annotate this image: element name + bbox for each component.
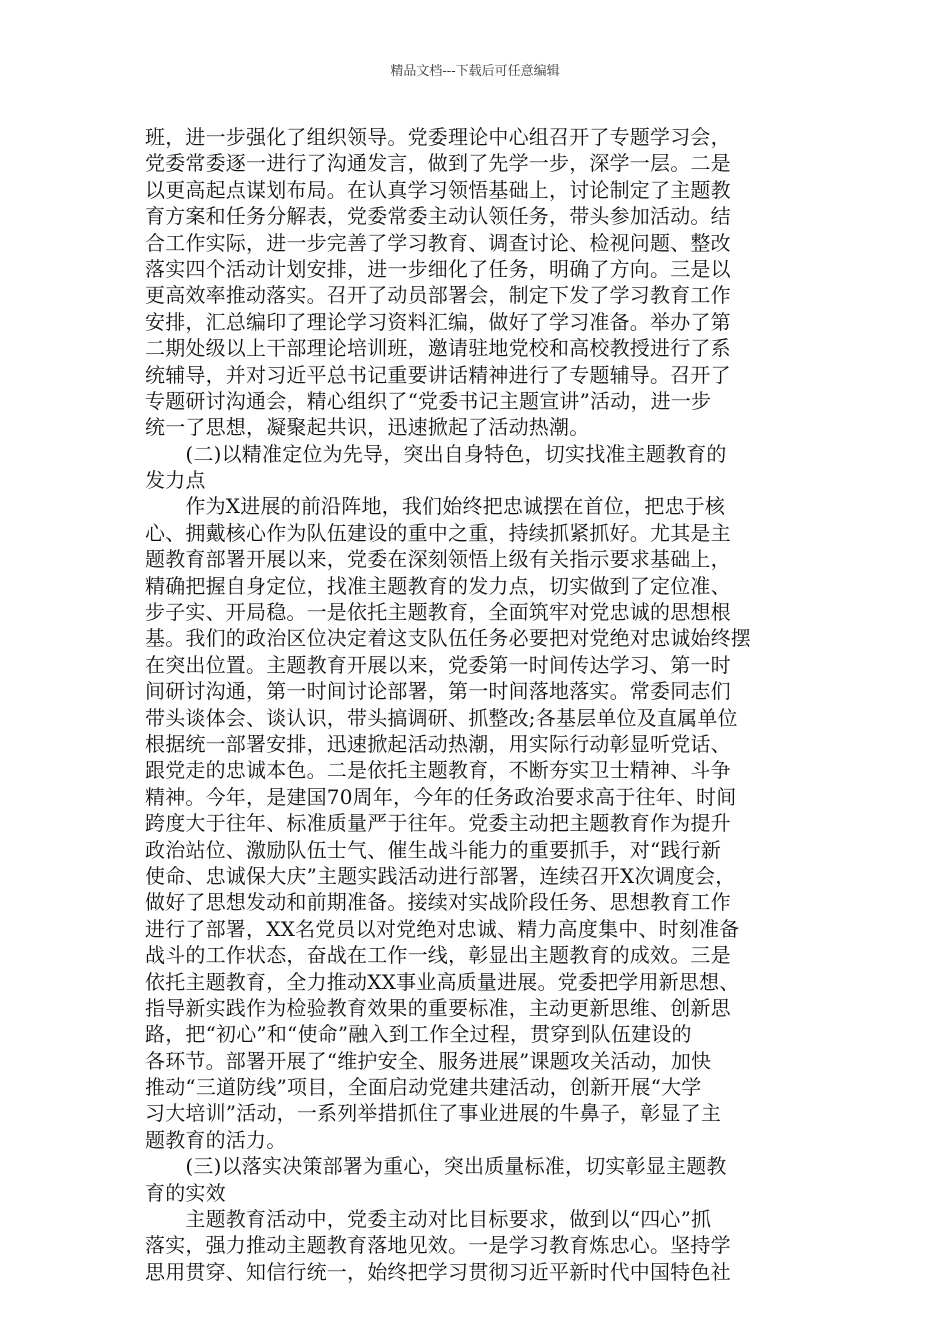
text-line: (二)以精准定位为先导，突出自身特色，切实找准主题教育的 [145, 441, 727, 466]
text-line: 育的实效 [145, 1180, 226, 1205]
text-line: 指导新实践作为检验教育效果的重要标准，主动更新思维、创新思 [145, 995, 731, 1020]
text-line: 主题教育活动中，党委主动对比目标要求，做到以“四心”抓 [145, 1207, 712, 1232]
text-line: 带头谈体会、谈认识，带头搞调研、抓整改;各基层单位及直属单位 [145, 705, 738, 730]
text-line: 统一了思想，凝聚起共识，迅速掀起了活动热潮。 [145, 415, 590, 440]
text-line: 跨度大于往年、标准质量严于往年。党委主动把主题教育作为提升 [145, 811, 731, 836]
text-line: 步子实、开局稳。一是依托主题教育，全面筑牢对党忠诚的思想根 [145, 600, 731, 625]
text-line: 更高效率推动落实。召开了动员部署会，制定下发了学习教育工作 [145, 283, 731, 308]
text-line: 使命、忠诚保大庆”主题实践活动进行部署，连续召开X次调度会， [145, 863, 736, 888]
text-line: 合工作实际，进一步完善了学习教育、调查讨论、检视问题、整改 [145, 230, 731, 255]
text-line: 党委常委逐一进行了沟通发言，做到了先学一步，深学一层。二是 [145, 151, 731, 176]
text-line: 战斗的工作状态，奋战在工作一线，彰显出主题教育的成效。三是 [145, 943, 731, 968]
text-line: 间研讨沟通，第一时间讨论部署，第一时间落地落实。常委同志们 [145, 679, 731, 704]
text-line: 推动“三道防线”项目，全面启动党建共建活动，创新开展“大学 [145, 1075, 702, 1100]
text-line: 路，把“初心”和“使命”融入到工作全过程，贯穿到队伍建设的 [145, 1022, 692, 1047]
text-line: 心、拥戴核心作为队伍建设的重中之重，持续抓紧抓好。尤其是主 [145, 520, 731, 545]
text-line: 精神。今年，是建国70周年，今年的任务政治要求高于往年、时间 [145, 784, 737, 809]
text-line: 安排，汇总编印了理论学习资料汇编，做好了学习准备。举办了第 [145, 309, 731, 334]
text-line: 在突出位置。主题教育开展以来，党委第一时间传达学习、第一时 [145, 652, 731, 677]
page-header: 精品文档---下载后可任意编辑 [390, 64, 560, 79]
text-line: 二期处级以上干部理论培训班，邀请驻地党校和高校教授进行了系 [145, 336, 731, 361]
text-line: 政治站位、激励队伍士气、催生战斗能力的重要抓手，对“践行新 [145, 837, 722, 862]
text-line: 根据统一部署安排，迅速掀起活动热潮，用实际行动彰显听党话、 [145, 731, 731, 756]
text-line: 思用贯穿、知信行统一，始终把学习贯彻习近平新时代中国特色社 [145, 1259, 731, 1284]
text-line: 跟党走的忠诚本色。二是依托主题教育，不断夯实卫士精神、斗争 [145, 758, 731, 783]
text-line: 习大培训”活动，一系列举措抓住了事业进展的牛鼻子，彰显了主 [145, 1101, 722, 1126]
text-line: 各环节。部署开展了“维护安全、服务进展”课题攻关活动，加快 [145, 1048, 712, 1073]
text-line: 依托主题教育，全力推动XX事业高质量进展。党委把学用新思想、 [145, 969, 740, 994]
text-line: 题教育部署开展以来，党委在深刻领悟上级有关指示要求基础上， [145, 547, 731, 572]
text-line: 落实四个活动计划安排，进一步细化了任务，明确了方向。三是以 [145, 256, 731, 281]
text-line: 进行了部署，XX名党员以对党绝对忠诚、精力高度集中、时刻准备 [145, 916, 740, 941]
text-line: 班，进一步强化了组织领导。党委理论中心组召开了专题学习会， [145, 125, 731, 149]
text-line: 落实，强力推动主题教育落地见效。一是学习教育炼忠心。坚持学 [145, 1233, 731, 1258]
document-body [145, 124, 831, 1285]
text-line: 育方案和任务分解表，党委常委主动认领任务，带头参加活动。结 [145, 204, 731, 229]
text-line: 作为X进展的前沿阵地，我们始终把忠诚摆在首位，把忠于核 [145, 494, 726, 519]
text-line: 做好了思想发动和前期准备。接续对实战阶段任务、思想教育工作 [145, 890, 731, 915]
text-line: 题教育的活力。 [145, 1127, 287, 1152]
text-line: 统辅导，并对习近平总书记重要讲话精神进行了专题辅导。召开了 [145, 362, 731, 387]
text-line: 专题研讨沟通会，精心组织了“党委书记主题宣讲”活动，进一步 [145, 388, 712, 413]
text-line: 以更高起点谋划布局。在认真学习领悟基础上，讨论制定了主题教 [145, 177, 731, 202]
text-line: 基。我们的政治区位决定着这支队伍任务必要把对党绝对忠诚始终摆 [145, 626, 751, 651]
text-line: (三)以落实决策部署为重心，突出质量标准，切实彰显主题教 [145, 1154, 727, 1179]
text-line: 发力点 [145, 468, 206, 493]
text-line: 精确把握自身定位，找准主题教育的发力点，切实做到了定位准、 [145, 573, 731, 598]
